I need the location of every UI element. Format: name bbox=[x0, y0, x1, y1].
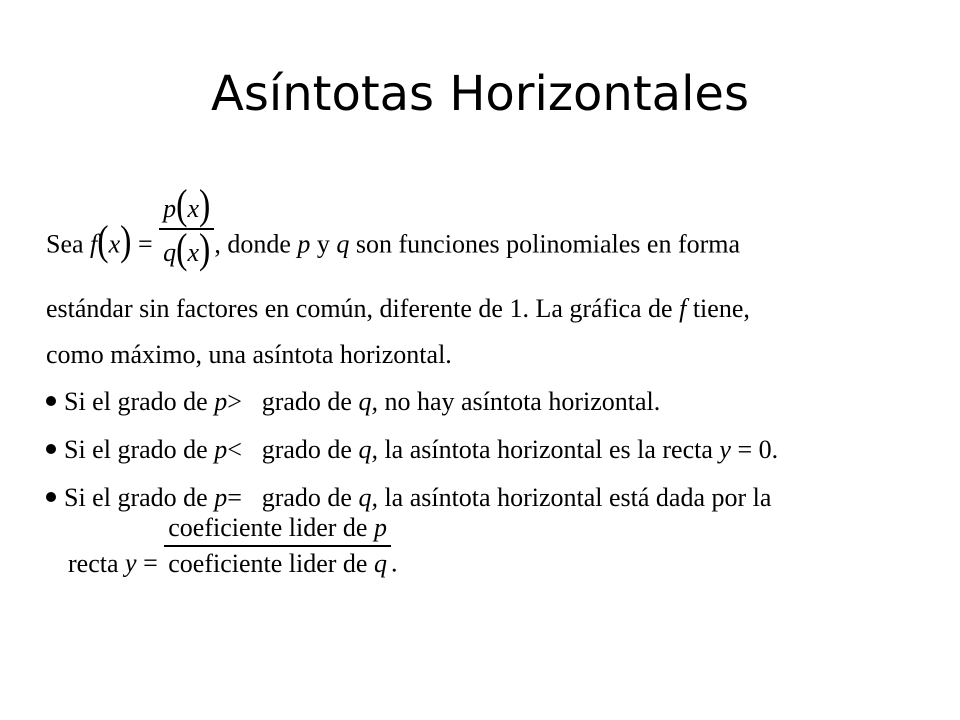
bullet-var-p: p bbox=[214, 483, 228, 512]
equation-y: y bbox=[719, 435, 731, 464]
sea-word: Sea bbox=[46, 229, 91, 259]
variable-x: x bbox=[108, 229, 121, 259]
slide-title: Asíntotas Horizontales bbox=[211, 66, 749, 122]
fraction-bar bbox=[164, 545, 391, 547]
bullet-mid: grado de bbox=[255, 435, 359, 464]
line2-tail: tiene, bbox=[686, 294, 750, 323]
bullet-var-q: q, bbox=[358, 435, 378, 464]
definition-rest: son funciones polinomiales en forma bbox=[349, 229, 741, 259]
var-q: q bbox=[336, 229, 350, 259]
recta-word: recta bbox=[68, 548, 126, 578]
definition-line-2 bbox=[46, 296, 750, 322]
final-y: y bbox=[125, 548, 137, 578]
paren-open: ( bbox=[176, 225, 188, 272]
bullet-post: la asíntota horizontal está dada por la bbox=[377, 483, 772, 512]
bullet-post: la asíntota horizontal es la recta bbox=[377, 435, 720, 464]
definition-sentence bbox=[46, 182, 741, 286]
bullet-var-q: q, bbox=[358, 387, 378, 416]
bullet-text: Si el grado de bbox=[64, 483, 215, 512]
bullet-post: no hay asíntota horizontal. bbox=[377, 387, 661, 416]
final-equals: = bbox=[136, 548, 165, 578]
bullet-item-equal bbox=[46, 485, 771, 511]
line2-text: estándar sin factores en común, diferente de 1. La gráfica de bbox=[46, 294, 680, 323]
relation-symbol: < bbox=[227, 435, 242, 464]
bullet-text: Si el grado de bbox=[64, 435, 215, 464]
bullet-dot-icon bbox=[46, 396, 56, 406]
numerator-x: x bbox=[187, 194, 200, 223]
bullet-text: Si el grado de bbox=[64, 387, 215, 416]
denominator-text: coeficiente lider de bbox=[168, 548, 374, 578]
paren-close: ) bbox=[199, 182, 211, 229]
bullet-dot-icon bbox=[46, 492, 56, 502]
equals-sign: = bbox=[131, 229, 160, 259]
paren-open: ( bbox=[176, 182, 188, 229]
numerator-var: p bbox=[373, 513, 387, 542]
fraction-p-over-q bbox=[159, 182, 214, 272]
y-conjunction: y bbox=[310, 229, 337, 259]
paren-close: ) bbox=[120, 217, 132, 265]
bullet-var-p: p bbox=[214, 435, 228, 464]
coefficient-denominator bbox=[164, 548, 391, 578]
bullet-mid: grado de bbox=[255, 387, 359, 416]
denominator-x: x bbox=[187, 237, 200, 267]
paren-close: ) bbox=[199, 225, 211, 272]
relation-symbol: > bbox=[227, 387, 242, 416]
equation-rest: = 0. bbox=[730, 435, 779, 464]
numerator-text: coeficiente lider de bbox=[168, 513, 374, 542]
bullet-mid: grado de bbox=[255, 483, 359, 512]
definition-line-3: como máximo, una asíntota horizontal. bbox=[46, 340, 452, 369]
paren-open: ( bbox=[97, 217, 109, 265]
bullet-var-q: q, bbox=[358, 483, 378, 512]
bullet-item-less bbox=[46, 437, 778, 463]
numerator-p: p bbox=[163, 194, 177, 223]
bullet-dot-icon bbox=[46, 444, 56, 454]
denominator-var: q bbox=[373, 548, 387, 578]
denominator-q: q bbox=[163, 237, 177, 267]
final-equation bbox=[68, 513, 398, 597]
fraction-numerator bbox=[159, 182, 214, 229]
definition-line-1 bbox=[46, 182, 936, 280]
function-f: f bbox=[90, 229, 98, 259]
bullet-var-p: p bbox=[214, 387, 228, 416]
coefficient-numerator bbox=[164, 515, 391, 541]
donde-text: , donde bbox=[214, 229, 298, 259]
fraction-denominator bbox=[159, 225, 214, 272]
final-period: . bbox=[390, 548, 398, 578]
relation-symbol: = bbox=[227, 483, 242, 512]
line2-f: f bbox=[679, 294, 687, 323]
bullet-item-greater bbox=[46, 389, 660, 415]
coefficient-fraction bbox=[164, 515, 391, 577]
var-p: p bbox=[297, 229, 311, 259]
